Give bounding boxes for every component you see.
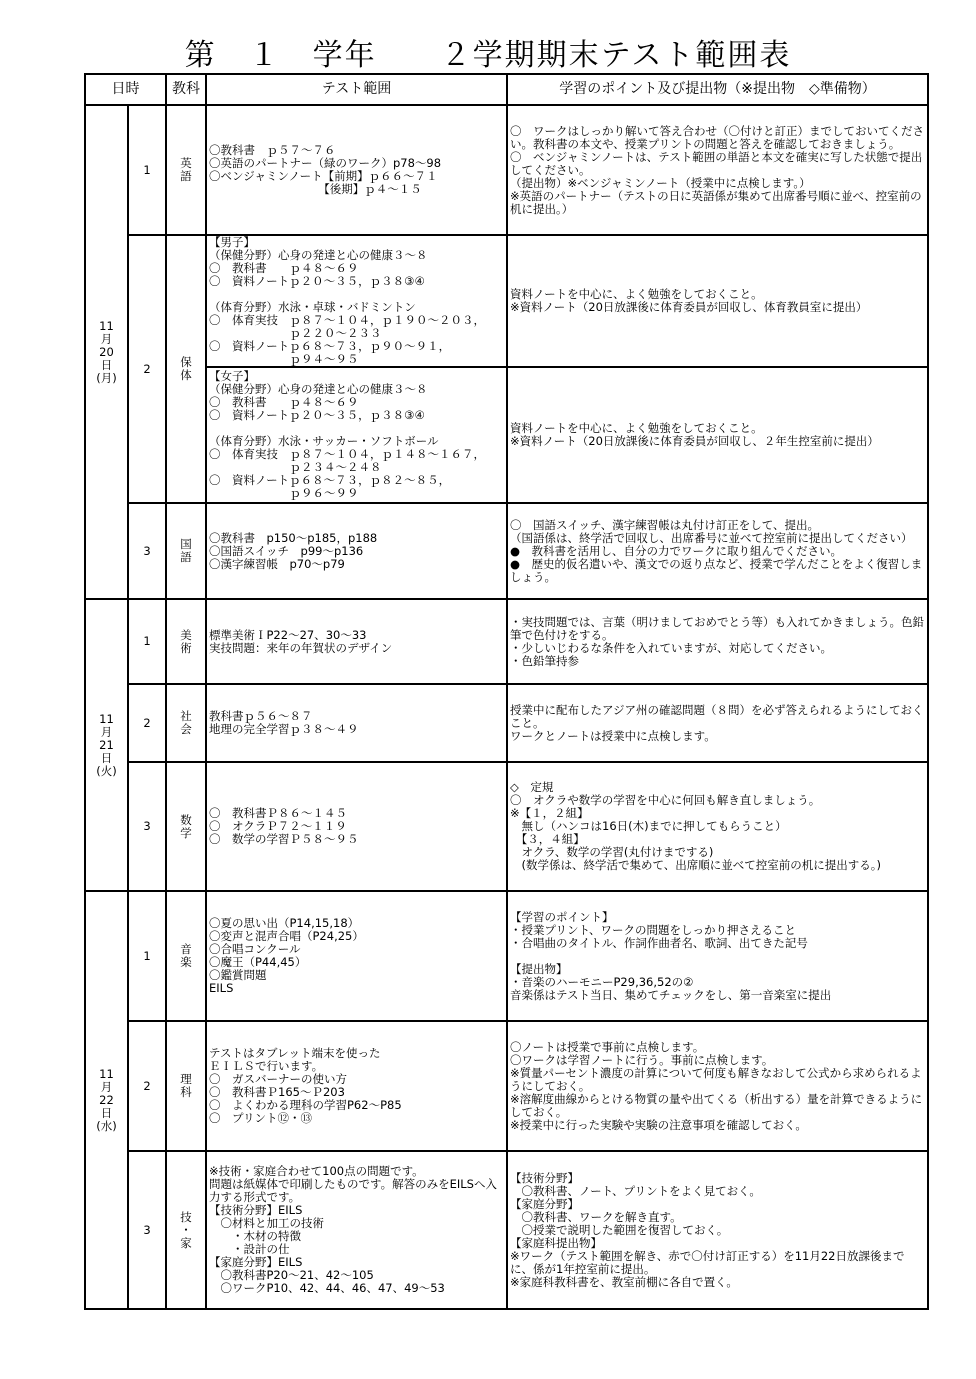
text-line: ・合唱曲のタイトル、作詞作曲者名、歌詞、出てきた記号 [510,935,808,950]
text-line: 〇教科書、ノート、プリントをよく見ておく。 [510,1183,761,1198]
subject-char: 社 [180,709,192,723]
table-header-row [85,74,928,105]
text-line: 【学習のポイント】 [510,909,614,924]
text-line: 【後期】ｐ４～１５ [209,182,422,196]
text-line: ※ワーク（テスト範囲を解き、赤で〇付け訂正する）を11月22日放課後までに、係が1年控室前に提出。 [510,1248,905,1276]
range-cell [206,1021,507,1151]
subject-char: 家 [180,1235,192,1250]
text-line: 音楽係はテスト当日、集めてチェックをし、第一音楽室に提出 [510,987,832,1002]
table-row [85,762,928,891]
text-line: ｐ２３４～２４８ [209,460,382,474]
table-row [85,891,928,1021]
text-line: ・実技問題では、言葉（明けましておめでとう等）も入れてかきましょう。色鉛筆で色付けをする。 [510,614,924,642]
range-cell [206,599,507,684]
table-row [85,684,928,762]
points-cell [507,235,928,367]
text-line: ｐ２２０～２３３ [209,326,382,340]
text-line: 〇漢字練習帳 p70～p79 [209,556,345,571]
text-line: 〇 オクラや数学の学習を中心に何回も解き直しましょう。 [510,793,821,807]
text-line: ・授業プリント、ワークの問題をしっかり押さえること [510,922,797,937]
text-line: 〇 体育実技 ｐ８７～１０４，ｐ１４８～１６７， [209,447,485,461]
text-line: 〇国語スイッチ p99～p136 [209,543,364,558]
text-line: 【技術分野】 [510,1170,579,1185]
text-line: 授業中に配布したアジア州の確認問題（８問）を必ず答えられるようにしておくこと。 [510,702,924,730]
points-cell [507,599,928,684]
text-line: （国語係は、終学活で回収し、出席番号に並べて控室前に提出してください） [510,530,913,545]
date-part: 11 [99,318,114,333]
text-line: 〇 資料ノートｐ２０～３５，ｐ３８③④ [209,274,425,288]
subject-char: 美 [180,627,192,642]
subject-cell [166,503,206,599]
text-line: ※【１，２組】 [510,806,589,820]
date-cell [85,599,128,891]
text-line: 〇教科書 ｐ５７～７６ [209,143,336,157]
text-line: 〇 オクラＰ７２～１１９ [209,819,347,833]
subject-char: 国 [180,537,192,551]
table-row [85,105,928,235]
text-line: 〇 国語スイッチ、漢字練習帳は丸付け訂正をして、提出。 [510,517,820,532]
table-row [85,1021,928,1151]
date-part: 日 [100,357,113,372]
subject-char: 数 [180,812,192,827]
text-line: 【家庭分野】EILS [209,1255,303,1269]
text-line: 無し（ハンコは16日(木)までに押してもらうこと） [510,819,787,833]
text-line: ※溶解度曲線からとける物質の量や出てくる（析出する）量を計算できるようにしておく。 [510,1091,923,1119]
exam-range-table [84,73,929,1310]
page-title: 第 １ 学年 ２学期期末テスト範囲表 [184,38,792,73]
subject-char: 技 [180,1209,192,1224]
date-cell [85,105,128,599]
text-line: 〇鑑賞問題 [209,968,267,982]
table-row [85,367,928,503]
subject-char: 理 [180,1072,192,1086]
text-line: 資料ノートを中心に、よく勉強をしておくこと。 [510,421,763,435]
subject-cell [166,235,206,503]
date-part: (火) [96,763,117,778]
date-part: 日 [100,1105,113,1120]
range-cell [206,1151,507,1309]
text-line: 実技問題：来年の年賀状のデザイン [209,640,393,655]
text-line: 資料ノートを中心に、よく勉強をしておくこと。 [510,287,763,301]
subject-char: 語 [180,550,192,564]
text-line: ※家庭科教科書を、教室前棚に各自で置く。 [510,1274,738,1289]
subject-char: 語 [180,169,192,183]
text-line: 〇 教科書Ｐ165～Ｐ203 [209,1085,345,1099]
text-line: (数学係は、終学活で集めて、出席順に並べて控室前の机に提出する。) [510,858,881,872]
range-cell [206,105,507,235]
text-line: 標準美術ＩP22～27、30～33 [209,627,367,642]
subject-char: 保 [180,355,192,369]
subject-char: 科 [180,1085,192,1099]
table-row [85,1151,928,1309]
text-line: 〇 プリント⑫・⑬ [209,1111,313,1125]
date-part: 22 [99,1092,114,1107]
period-cell: 3 [128,1151,166,1309]
text-line: ※資料ノート（20日放課後に体育委員が回収し、体育教員室に提出） [510,300,868,314]
text-line: 【女子】 [209,369,255,383]
text-line: 【提出物】 [510,961,568,976]
date-part: 月 [100,331,113,346]
period-cell: 1 [128,105,166,235]
text-line: 〇ノートは授業で事前に点検します。 [510,1039,705,1054]
text-line: 教科書ｐ５６～８７ [209,709,313,723]
range-cell [206,367,507,503]
date-part: 21 [99,737,114,752]
period-cell: 1 [128,891,166,1021]
text-line: 【家庭科提出物】 [510,1235,602,1250]
table-row [85,235,928,367]
text-line: ｐ９４～９５ [209,352,359,366]
text-line: 問題は紙媒体で印刷したものです。解答のみをEILSへ入力する形式です。 [209,1177,497,1204]
text-line: 〇 ガスバーナーの使い方 [209,1072,347,1086]
points-cell [507,762,928,891]
date-cell [85,891,128,1309]
period-cell: 2 [128,235,166,503]
points-cell [507,891,928,1021]
text-line: ワークとノートは授業中に点検します。 [510,728,716,743]
text-line: 〇 資料ノートｐ６８～７３，ｐ９０～９１， [209,339,451,353]
subject-cell [166,1151,206,1309]
points-cell [507,1021,928,1151]
text-line: （体育分野）水泳・卓球・バドミントン [209,300,416,314]
subject-char: 会 [180,722,192,736]
text-line: 〇 体育実技 ｐ８７～１０４，ｐ１９０～２０３， [209,313,485,327]
text-line: 〇教科書 p150～p185，p188 [209,530,378,545]
text-line: ・木材の特徴 [209,1229,301,1243]
text-line: 〇教科書、ワークを解き直す。 [510,1209,682,1224]
date-part: 月 [100,724,113,739]
text-line: 〇ワークP10、42、44、46、47、49～53 [209,1281,445,1295]
points-cell [507,1151,928,1309]
text-line: 〇教科書P20～21、42～105 [209,1268,374,1282]
points-cell [507,105,928,235]
date-part: 11 [99,1066,114,1081]
points-cell [507,367,928,503]
text-line: ※技術・家庭合わせて100点の問題です。 [209,1164,424,1178]
text-line: 〇 資料ノートｐ６８～７３，ｐ８２～８５， [209,473,451,487]
text-line: （保健分野）心身の発達と心の健康３～８ [209,382,428,396]
subject-cell [166,891,206,1021]
header-subject: 教科 [166,74,206,105]
text-line: 【家庭分野】 [510,1196,579,1211]
subject-char: 英 [180,156,192,170]
period-cell: 2 [128,684,166,762]
text-line: （体育分野）水泳・サッカー・ソフトボール [209,434,439,448]
text-line: ※英語のパートナー（テストの日に英語係が集めて出席番号順に並べ、控室前の机に提出。） [510,188,922,216]
text-line: 〇材料と加工の技術 [209,1216,324,1230]
subject-char: 体 [180,368,192,382]
date-part: 20 [99,344,114,359]
date-part: (月) [96,370,117,385]
period-cell: 3 [128,762,166,891]
subject-char: 学 [180,825,192,840]
text-line: ｐ９６～９９ [209,486,359,500]
text-line: ・音楽のハーモニーP29,36,52の② [510,974,694,989]
subject-cell [166,599,206,684]
points-cell [507,684,928,762]
period-cell: 3 [128,503,166,599]
text-line: ※資料ノート（20日放課後に体育委員が回収し、２年生控室前に提出） [510,434,879,448]
date-part: 月 [100,1079,113,1094]
header-range: テスト範囲 [206,74,507,105]
text-line: 〇魔王（P44,45） [209,955,307,969]
date-part: 11 [99,711,114,726]
text-line: 〇授業で説明した範囲を復習しておく。 [510,1222,729,1237]
points-cell [507,503,928,599]
table-row [85,503,928,599]
text-line: ◇ 定規 [510,780,554,794]
text-line: （保健分野）心身の発達と心の健康３～８ [209,248,428,262]
text-line: 地理の完全学習ｐ３８～４９ [209,722,359,736]
date-part: (水) [96,1118,117,1133]
range-cell [206,235,507,367]
text-line: 〇ベンジャミンノート【前期】ｐ６６～７１ [209,169,438,183]
period-cell: 2 [128,1021,166,1151]
text-line: 〇 ワークはしっかり解いて答え合わせ（〇付けと訂正）までしておいてください。教科書の本文や、授業プリントの問題と答えを確認しておきましょう。 [510,123,924,151]
text-line: ※授業中に行った実験や実験の注意事項を確認しておく。 [510,1117,807,1132]
text-line: ※質量パーセント濃度の計算について何度も解きなおして公式から求められるようにしておく。 [510,1065,922,1093]
subject-cell [166,105,206,235]
text-line: 【技術分野】EILS [209,1203,303,1217]
text-line: EILS [209,981,234,995]
text-line: ・色鉛筆持参 [510,653,579,668]
subject-cell [166,762,206,891]
text-line: 〇 教科書 ｐ４８～６９ [209,261,359,275]
text-line: 〇ワークは学習ノートに行う。事前に点検します。 [510,1052,774,1067]
text-line: ・設計の仕 [209,1242,290,1256]
range-cell [206,762,507,891]
header-datetime: 日時 [85,74,166,105]
text-line: 〇 資料ノートｐ２０～３５，ｐ３８③④ [209,408,425,422]
text-line [510,950,925,963]
date-part: 日 [100,750,113,765]
text-line: 〇 教科書Ｐ８６～１４５ [209,806,347,820]
text-line: 〇 ベンジャミンノートは、テスト範囲の単語と本文を確実に写した状態で提出してください。 [510,149,923,177]
subject-char: 術 [180,640,192,655]
text-line: 〇変声と混声合唱（P24,25） [209,929,364,943]
text-line: 【男子】 [209,235,255,249]
table-row [85,599,928,684]
text-line: 〇合唱コンクール [209,942,301,956]
subject-char: 楽 [180,955,192,969]
text-line: 〇夏の思い出（P14,15,18） [209,916,360,930]
text-line: 〇英語のパートナー（緑のワーク）p78～98 [209,156,442,170]
subject-char: ・ [180,1222,192,1237]
period-cell: 1 [128,599,166,684]
text-line: ● 教科書を活用し、自分の力でワークに取り組んでください。 [510,543,843,558]
text-line: 〇 数学の学習Ｐ５８～９５ [209,832,359,846]
range-cell [206,684,507,762]
range-cell [206,503,507,599]
text-line: オクラ、数学の学習(丸付けまでする) [510,845,714,859]
text-line: テストはタブレット端末を使った [209,1046,381,1060]
text-line: ● 歴史的仮名遣いや、漢文での返り点など、授業で学んだことをよく復習しましょう。 [510,556,923,584]
subject-cell [166,684,206,762]
range-cell [206,891,507,1021]
text-line: ・少しいじわるな条件を入れていますが、対応してください。 [510,640,832,655]
text-line: 〇 教科書 ｐ４８～６９ [209,395,359,409]
header-points: 学習のポイント及び提出物（※提出物 ◇準備物） [507,74,928,105]
subject-char: 音 [180,942,192,956]
text-line: 【３，４組】 [510,832,585,846]
subject-cell [166,1021,206,1151]
text-line: 〇 よくわかる理科の学習P62～P85 [209,1098,402,1112]
text-line: ＥＩＬＳで行います。 [209,1059,324,1073]
text-line: （提出物）※ベンジャミンノート（授業中に点検します。） [510,175,811,190]
